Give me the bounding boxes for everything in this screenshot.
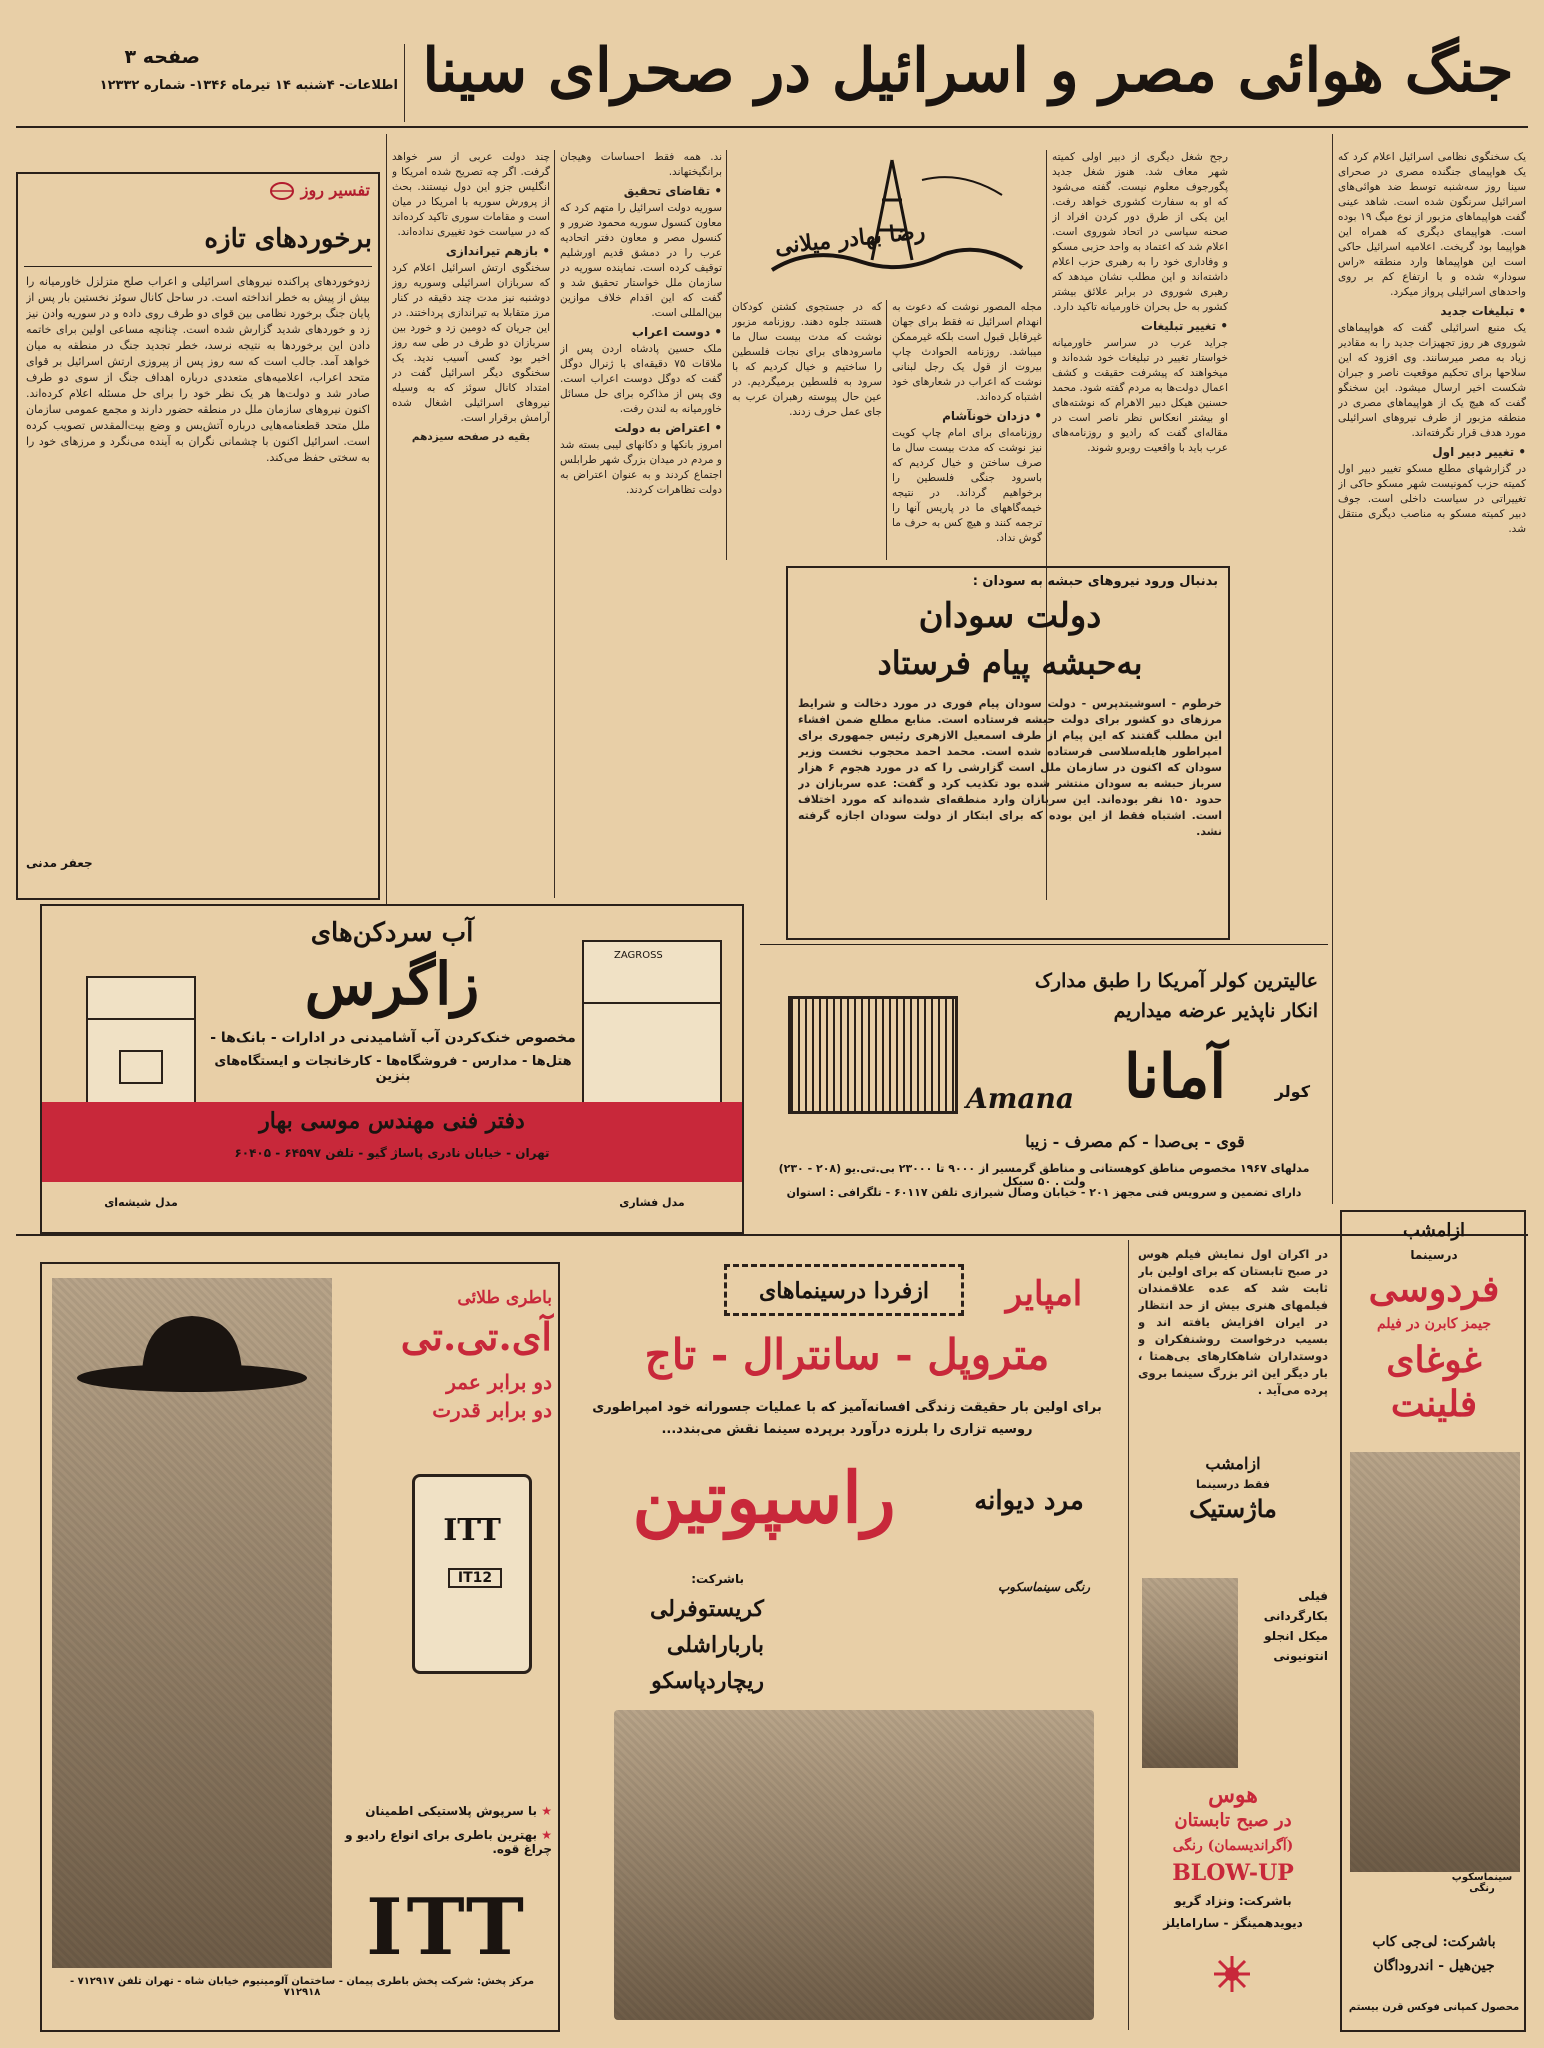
ferdowsi-ad <box>1340 1210 1526 2032</box>
rasputin-from-tomorrow: ازفردا درسینماهای <box>724 1264 964 1316</box>
col-b-subhead: • تغییر تبلیغات <box>1140 319 1228 333</box>
oilwell-logo-text: رضا بهادر میلانی <box>773 218 927 260</box>
amana-specs: مدلهای ۱۹۶۷ مخصوص مناطق کوهستانی و مناطق گرمسیر از ۹۰۰۰ تا ۲۳۰۰۰ بی.تی.یو (۲۰۸ - ۲۳۰) ولت . ۵۰ سیکل <box>778 1162 1310 1188</box>
ferdowsi-with-label: باشرکت: لی‌جی کاب <box>1372 1934 1496 1950</box>
itt-line-2: دو برابر قدرت <box>432 1398 552 1422</box>
col-e-subhead-2: • دوست اعراب <box>631 325 722 339</box>
rasputin-format: رنگی سینماسکوپ <box>997 1580 1090 1594</box>
news-column-e <box>560 150 722 892</box>
amana-brand-en: Amana <box>966 1082 1074 1115</box>
itt-tag: باطری طلائی <box>457 1288 552 1308</box>
blowup-only-in: فقط درسینما <box>1195 1478 1270 1491</box>
itt-bullet-1-text: با سرپوش پلاستیکی اطمینان <box>365 1804 538 1818</box>
col-d-body: که در جستجوی کشتن کودکان هستند جلوه دهند. روزنامه مزبور نوشت که مدت بیست سال ما ماسرودهای برای نجات فلسطین را ساختیم و خیال کردیم که با سرود به فلسطین برمیگردیم. در عین حال پیوسته رهبران عرب به جای عمل حرف زدند. <box>732 301 882 418</box>
itt-bullet-1 <box>342 1804 552 1818</box>
rasputin-cast-2: بارباراشلی <box>666 1632 764 1658</box>
amana-brand-fa: آمانا <box>1123 1042 1227 1112</box>
news-column-c <box>892 300 1042 548</box>
itt-battery-logo: ITT <box>443 1513 501 1548</box>
col-e-subhead-3: • اعتراض به دولت <box>614 421 722 435</box>
rasputin-theaters: متروپل - سانترال - تاج <box>644 1330 1050 1379</box>
itt-logo: ITT <box>366 1882 528 1973</box>
itt-brand-fa: آی.تی.تی <box>400 1314 552 1359</box>
page-label: صفحه ۳ <box>124 46 200 68</box>
ferdowsi-cast-more: جین‌هیل - اندروداگان <box>1373 1958 1495 1974</box>
col-f-subhead-1: • بازهم تیراندازی <box>445 244 550 258</box>
commentary-byline: جعفر مدنی <box>26 856 93 870</box>
col-f-body: چند دولت عربی از سر خواهد گرفت. اگر چه تصریح شده امریکا و انگلیس جزو این دول نیستند. بحث از پرورش سوریه با امریکا در میان است و مقامات سوری تاکید کرده‌اند که در سیاست خود تغییری نداده‌اند. <box>392 151 550 238</box>
col-b-body-2: جراید عرب در سراسر خاورمیانه خواستار تغییر در تبلیغات خود شده‌اند و میخواهند که پیشرفت حقیقت و کشف اعمال دولت‌ها به مردم گفته شود. محمد حسنین هیکل دبیر الاهرام که نوشته‌های او بیشتر انعکاس نظر ناصر است در مقاله‌ای گفت که رادیو و روزنامه‌های عرب باید با واقعیت روبرو شوند. <box>1052 337 1228 454</box>
star-icon: ★ <box>541 1804 552 1818</box>
blowup-title-sub: در صبح تابستان <box>1174 1810 1292 1831</box>
col-e-subhead-1: • تقاضای تحقیق <box>623 184 722 198</box>
rasputin-with-label: باشرکت: <box>691 1572 744 1586</box>
ferdowsi-from-tonight: ازامشب <box>1402 1220 1466 1241</box>
oilwell-logo-box <box>732 150 1044 296</box>
blowup-photo <box>1142 1578 1238 1768</box>
rasputin-title: راسپوتین <box>632 1456 896 1539</box>
blowup-ad <box>1134 1242 1330 2030</box>
col-a-subhead-1: • تبلیغات جدید <box>1440 304 1526 318</box>
ferdowsi-title: غوغای فلینت <box>1386 1339 1482 1425</box>
zagros-model-left: مدل شیشه‌ای <box>104 1196 178 1209</box>
commentary-logo <box>230 180 370 212</box>
dateline: اطلاعات- ۴شنبه ۱۴ تیرماه ۱۳۴۶- شماره ۱۲۳۳۲ <box>99 78 398 93</box>
cowgirl-photo <box>52 1278 332 1968</box>
col-e-body-3: امروز بانکها و دکانهای لیبی بسته شد و مردم در میدان بزرگ شهر طرابلس اجتماع کردند و به عنوان اعتراض به دولت تظاهرات کردند. <box>560 439 722 496</box>
rasputin-ad <box>574 1250 1120 2030</box>
blowup-cinema: ماژستیک <box>1189 1494 1277 1523</box>
col-c-subhead: • دزدان خونآشام <box>942 409 1042 423</box>
blowup-title-en: BLOW-UP <box>1172 1860 1294 1886</box>
blowup-intro: در اکران اول نمایش فیلم هوس در صبح تابستان که برای اولین بار ثابت شد که عده علاقمندان فیلمهای هنری بیش از حد انتظار در ایران افزایش یافته اند و بسیب درخواست روشنفکران و دوستداران شاهکارهای بی‌همتا ، بار دیگر این اثر بزرگ سینما بروی پرده می‌آید . <box>1138 1247 1328 1397</box>
commentary-logo-text: تفسیر روز <box>300 180 370 200</box>
itt-ad <box>40 1262 560 2032</box>
ferdowsi-format: سینماسکوپ رنگی <box>1451 1872 1513 1894</box>
rasputin-photo <box>614 1710 1094 2020</box>
commentary-body: زدوخوردهای پراکنده نیروهای اسرائیلی و اعراب صلح متزلزل خاورمیانه را بیش از پیش به خطر انداخته است. در ساحل کانال سوئز نخستین بار پس از پایان جنگ برخورد نظامی بین قوای دو طرف روی داده و در سوریه وادن نیز زد و خوردهای شدید گزارش شده است. چنانچه مساعی اولین برای خاتمه دادن این برخوردها به نتیجه نرسد، خطر تجدید جنگ در منطقه به میان خواهد آمد. جالب است که سه روز پس از پیروزی ارتش اسرائیل بر قوای متحد اعراب، اعلامیه‌های متعددی درباره اهداف جنگ از سوی دو طرف صادر شد و دولت‌ها هر یک نظر خود را برای حل مسئله اعلام کرده‌اند. اکنون نیروهای سازمان ملل در منطقه حضور دارند و مجمع عمومی سازمان ملل متحد قطعنامه‌هایی درباره آتش‌بس و وضع بیت‌المقدس تصویب کرده است. اسرائیل اکنون با چشمانی نگران به آینده می‌نگرد و مرزهای خود را به سختی حفظ می‌کند. <box>26 275 370 464</box>
amana-line-2: انکار ناپذیر عرضه میداریم <box>1113 1000 1318 1022</box>
col-c-body-2: روزنامه‌ای برای امام چاپ کویت نیز نوشت که مدت بیست سال ما صرف ساختن و خیال کردیم که باسرود جنگی فلسطین را برخواهیم گرداند. در نتیجه خیمه‌گاههای ما در پاریس آنها را ترجمه کنند و هیچ کس به حرف ما گوش نداد. <box>892 427 1042 544</box>
zagros-red-band <box>42 1102 742 1182</box>
col-a-body-2: در گزارشهای مطلع مسکو تغییر دبیر اول کمیته حزب کمونیست شهر مسکو حاکی از تغییراتی در سیاست داخلی است. جوف دبیر کمیته مسکو به مناصب دیگری منتقل شد. <box>1338 463 1526 535</box>
ferdowsi-cinema: فردوسی <box>1368 1268 1500 1310</box>
zagros-line-2: هتل‌ها - مدارس - فروشگاه‌ها - کارخانجات و ایستگاه‌های بنزین <box>214 1054 572 1084</box>
col-a-body-1: یک منبع اسرائیلی گفت که هواپیماهای شوروی هر روز تجهیزات جدید را به مقادیر زیاد به مصر میرسانند. وی افزود که این سلاحها برای تحکیم موقعیت ناصر و جبران شکست اخیر ارسال میشود. این سخنگو گفت که هیچ یک از هواپیماهای مصری در منطقه مزبور از طرف نیروهای اسرائیلی مورد هدف قرار نگرفته‌اند. <box>1338 322 1526 439</box>
itt-bullet-2 <box>342 1828 552 1856</box>
sudan-title-2: به‌حبشه پیام فرستاد <box>877 644 1143 682</box>
blowup-title: هوس <box>1208 1782 1258 1808</box>
ferdowsi-in-cinema: درسینما <box>1410 1248 1458 1262</box>
zagros-ad <box>40 904 744 1234</box>
zagros-band-title: دفتر فنی مهندس موسی بهار <box>259 1108 525 1134</box>
ferdowsi-producer: محصول کمپانی فوکس قرن بیستم <box>1348 2002 1520 2013</box>
sudan-title-1: دولت سودان <box>918 596 1102 636</box>
amana-address: دارای تضمین و سرویس فنی مجهز ۲۰۱ - خیابان وصال شیرازی تلفن ۶۰۱۱۷ - تلگرافی : استوان <box>786 1186 1302 1199</box>
rasputin-title-suffix: مرد دیوانه <box>974 1486 1084 1516</box>
col-e-body: ند. همه فقط احساسات وهیجان برانگیختهاند. <box>560 151 722 178</box>
zagros-brand: زاگرس <box>304 950 480 1018</box>
cooler-brand-label: ZAGROSS <box>614 950 663 961</box>
zagros-model-right: مدل فشاری <box>619 1196 685 1209</box>
col-b-body: رجح شغل دیگری از دبیر اولی کمیته شهر معاف شد. هنوز شغل جدید پگورجوف معلوم نیست. گفته می‌شود که او به سفارت کشوری خواهد رفت. این یکی از طرق دور کردن افراد از صحنه سیاسی در اتحاد شوروی است. اعلام شد که اعتماد به واحد حزبی مسکو و وفاداری خود را به رهبری حزب اعلام داشته‌اند و این مطلب نشان میدهد که رهبری شوروی در برابر علائق بیشتر کشور به حل بحران خاورمیانه تاکید دارد. <box>1052 151 1228 313</box>
globe-icon <box>269 180 295 202</box>
blowup-title-note: (آگراندیسمان) رنگی <box>1172 1838 1294 1854</box>
rasputin-desc-2: روسیه تزاری را بلرزه درآورد برپرده سینما نقش می‌بندد... <box>661 1422 1033 1437</box>
news-column-f <box>392 150 550 892</box>
ferdowsi-photo <box>1350 1452 1520 1872</box>
sudan-body: خرطوم - اسوشیتدپرس - دولت سودان پیام فوری در مورد دخالت و شرایط مرزهای دو کشور برای دولت حبشه فرستاده است. منابع مطلع ضمن افشاء این مطلب گفتند که این پیام از طرف اسمعیل الازهری رئیس جمهوری برای امپراطور هایله‌سلاسی فرستاده شده است. محمد احمد محجوب نخست وزیر سودان که اکنون در سازمان ملل است گزارشی را که در مورد هجوم ۶ هزار سرباز حبشه به سودان منتشر شده بود تکذیب کرد و گفت: عده سربازان در حدود ۱۵۰ نفر بوده‌اند. این سربازان وارد منطقه‌ای شده‌اند که مورد اختلاف است. اشتباه فقط از این بوده که برای ابتکار از دولت سودان اجازه گرفته نشد. <box>798 697 1222 838</box>
cowboy-hat-icon <box>72 1308 312 1398</box>
col-a-lead: یک سخنگوی نظامی اسرائیل اعلام کرد که یک هواپیمای جنگنده مصری در صحرای سینا روز سه‌شنبه توسط ضد هوائی‌های اسرائیل سرنگون شده است. شاهد عینی گفت هواپیماهای مزبور از نوع میگ ۱۹ بوده است. هواپیمای دیگری که همراه این هواپیما بود گریخت. اعلامیه اسرائیل حاکی است این هواپیماها وارد منطقه «راس سودار» شده و با ارتفاع کم بر روی واحدهای اسرائیلی پرواز میکرد. <box>1338 151 1526 298</box>
sudan-kicker: بدنبال ورود نیروهای حبشه به سودان : <box>972 574 1218 589</box>
zagros-band-address: تهران - خیابان نادری پاساژ گیو - تلفن ۶۴۵۹۷ - ۶۰۴۰۵ <box>234 1146 550 1160</box>
sunburst-icon <box>1212 1954 1252 1994</box>
air-conditioner-image <box>788 996 958 1114</box>
ferdowsi-star: جیمز کابرن در فیلم <box>1376 1316 1492 1332</box>
blowup-with-label: باشرکت: ونزاد گریو <box>1174 1894 1292 1908</box>
commentary-title: برخوردهای تازه <box>204 224 372 254</box>
zagros-title-small: آب سردکن‌های <box>310 918 474 948</box>
col-a-subhead-2: • تغییر دبیر اول <box>1432 445 1526 459</box>
itt-line-1: دو برابر عمر <box>446 1370 552 1394</box>
news-column-d <box>732 300 882 548</box>
amana-ad <box>760 946 1328 1230</box>
commentary-box <box>16 172 380 900</box>
col-f-body-1: سخنگوی ارتش اسرائیل اعلام کرد که سربازان اسرائیلی وسوریه روز دوشنبه نیز مدت چند دقیقه در کنار مرز متقابلا به تیراندازی پرداختند. در این جریان که دومین زد و خورد بین سربازان دو طرف در طی سه روز اخیر بود کسی آسیب ندید. یک سخنگوی دیگر اسرائیل گفت در امتداد کانال سوئز که به وسیله نیروهای اسرائیلی اشغال شده آرامش برقرار است. <box>392 262 550 424</box>
main-headline: جنگ هوائی مصر و اسرائیل در صحرای سینا <box>422 36 1514 106</box>
col-c-body: مجله المصور نوشت که دعوت به انهدام اسرائیل نه فقط برای جهان غیرقابل قبول است بلکه غیرممکن میباشد. روزنامه الحوادث چاپ بیروت از قول یک رجل لبنانی نوشت که اعراب در شعارهای خود اشتباه کرده‌اند. <box>892 301 1042 403</box>
blowup-cast-more: دیویدهمینگز - سارامایلز <box>1163 1916 1303 1930</box>
amana-tagline: قوی - بی‌صدا - کم مصرف - زیبا <box>1025 1132 1245 1151</box>
sudan-story-box <box>786 566 1230 940</box>
col-e-body-1: سوریه دولت اسرائیل را متهم کرد که معاون کنسول سوریه محمود ضرور و کنسول مصر و معاون دفتر اتحادیه عرب را در دمشق قدیم اورشلیم توقیف کرده است. نماینده سوریه در سازمان ملل خواستار تحقیق شد و گفت که این اقدام خلاف موازین بین‌المللی است. <box>560 202 722 319</box>
itt-battery <box>412 1474 532 1674</box>
amana-prefix: کولر <box>1274 1082 1310 1101</box>
itt-bullet-2-text: بهترین باطری برای انواع رادیو و چراغ قوه. <box>345 1828 552 1856</box>
rasputin-theater-top: امپایر <box>1005 1274 1083 1314</box>
amana-line-1: عالیترین کولر آمریکا را طبق مدارک <box>1034 970 1318 992</box>
col-e-body-2: ملک حسین پادشاه اردن پس از ملاقات ۷۵ دقیقه‌ای با ژنرال دوگل گفت که دوگل دوست اعراب است. وی پس از مذاکره برای حل مسائل خاورمیانه به لندن رفت. <box>560 343 722 415</box>
blowup-from-tonight: ازامشب <box>1205 1454 1261 1473</box>
rasputin-cast-1: کریستوفرلی <box>649 1596 764 1622</box>
blowup-cast: فیلی بکارگردانی میکل انجلو انتونیونی <box>1263 1589 1328 1663</box>
itt-footer: مرکز پخش: شرکت پخش باطری پیمان - ساختمان آلومینیوم خیابان شاه - تهران تلفن ۷۱۲۹۱۷ - ۷۱۲۹۱۸ <box>69 1976 535 1998</box>
zagros-line-1: مخصوص خنک‌کردن آب آشامیدنی در ادارات - بانک‌ها - <box>210 1030 576 1046</box>
itt-battery-model: IT12 <box>448 1568 502 1588</box>
star-icon: ★ <box>541 1828 552 1842</box>
col-f-footnote: بقیه در صفحه سیزدهم <box>411 431 531 443</box>
news-column-a <box>1338 150 1526 1210</box>
rasputin-cast-3: ریچاردپاسکو <box>651 1668 764 1694</box>
rasputin-desc-1: برای اولین بار حقیقت زندگی افسانه‌آمیز که با عملیات جسورانه خود امپراطوری <box>592 1400 1102 1415</box>
